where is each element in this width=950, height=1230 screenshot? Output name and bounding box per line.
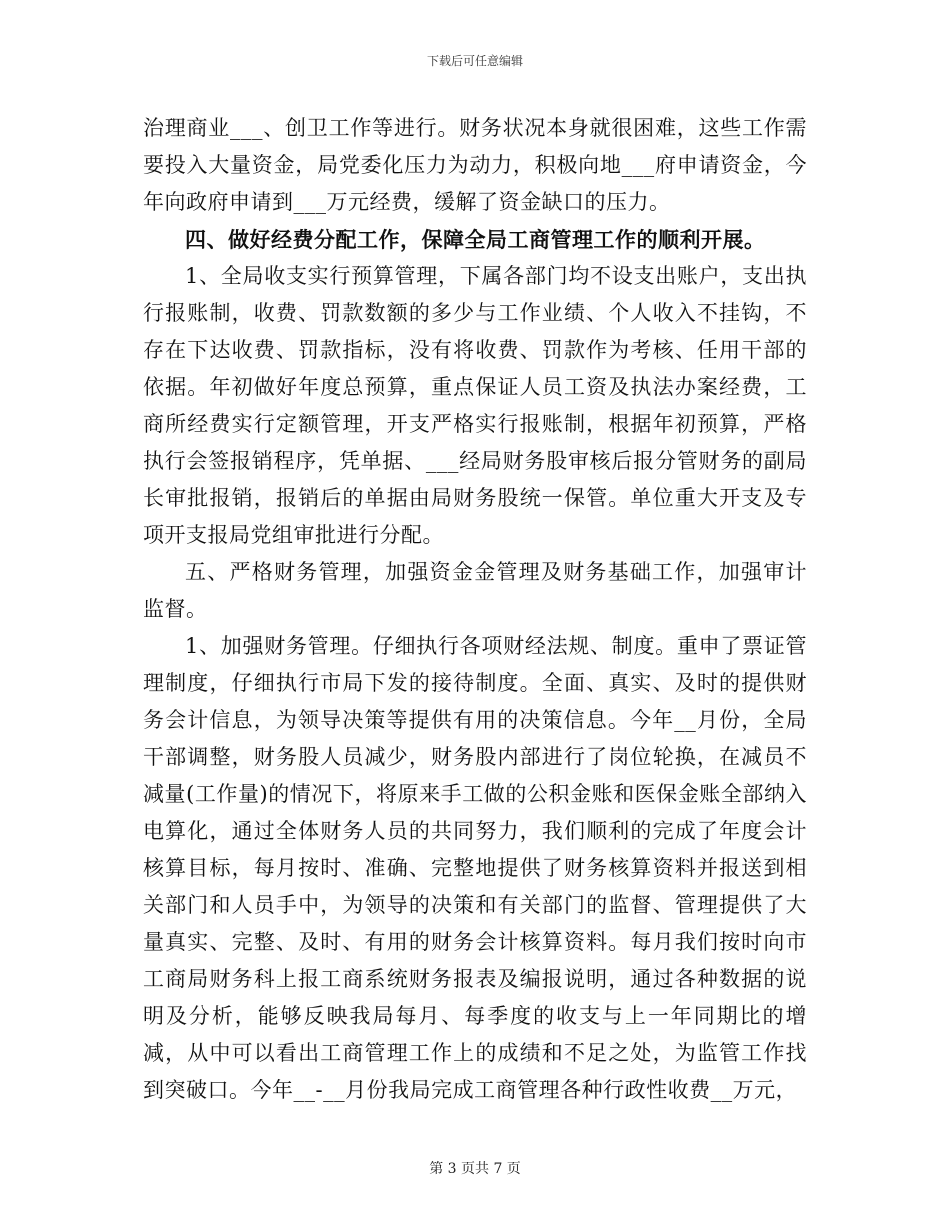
document-body	[143, 110, 807, 1109]
section-heading-four: 四、做好经费分配工作，保障全局工商管理工作的顺利开展。	[185, 227, 766, 252]
paragraph-budget-management: 1、全局收支实行预算管理，下属各部门均不设支出账户，支出执行报账制，收费、罚款数额的多少与工作业绩、个人收入不挂钩，不存在下达收费、罚款指标，没有将收费、罚款作为考核、任用干部的依据。年初做好年度总预算，重点保证人员工资及执法办案经费，工商所经费实行定额管理，开支严格实行报账制，根据年初预算，严格执行会签报销程序，凭单据、___经局财务股审核后报分管财务的副局长审批报销，报销后的单据由局财务股统一保管。单位重大开支及专项开支报局党组审批进行分配。	[143, 264, 807, 547]
paragraph-continued: 治理商业___、创卫工作等进行。财务状况本身就很困难，这些工作需要投入大量资金，局党委化压力为动力，积极向地___府申请资金，今年向政府申请到___万元经费，缓解了资金缺口的压力。	[143, 116, 807, 214]
page-header: 下载后可任意编辑	[426, 54, 523, 68]
paragraph-financial-management: 1、加强财务管理。仔细执行各项财经法规、制度。重申了票证管理制度，仔细执行市局下发的接待制度。全面、真实、及时的提供财务会计信息，为领导决策等提供有用的决策信息。今年__月份，全局干部调整，财务股人员减少，财务股内部进行了岗位轮换，在减员不减量(工作量)的情况下，将原来手工做的公积金账和医保金账全部纳入电算化，通过全体财务人员的共同努力，我们顺利的完成了年度会计核算目标，每月按时、准确、完整地提供了财务核算资料并报送到相关部门和人员手中，为领导的决策和有关部门的监督、管理提供了大量真实、完整、及时、有用的财务会计核算资料。每月我们按时向市工商局财务科上报工商系统财务报表及编报说明，通过各种数据的说明及分析，能够反映我局每月、每季度的收支与上一年同期比的增减，从中可以看出工商管理工作上的成绩和不足之处，为监管工作找到突破口。今年__-__月份我局完成工商管理各种行政性收费__万元，	[143, 634, 807, 1102]
section-heading-five: 五、严格财务管理，加强资金金管理及财务基础工作，加强审计监督。	[143, 560, 807, 621]
page-footer: 第 3 页共 7 页	[429, 1161, 521, 1177]
